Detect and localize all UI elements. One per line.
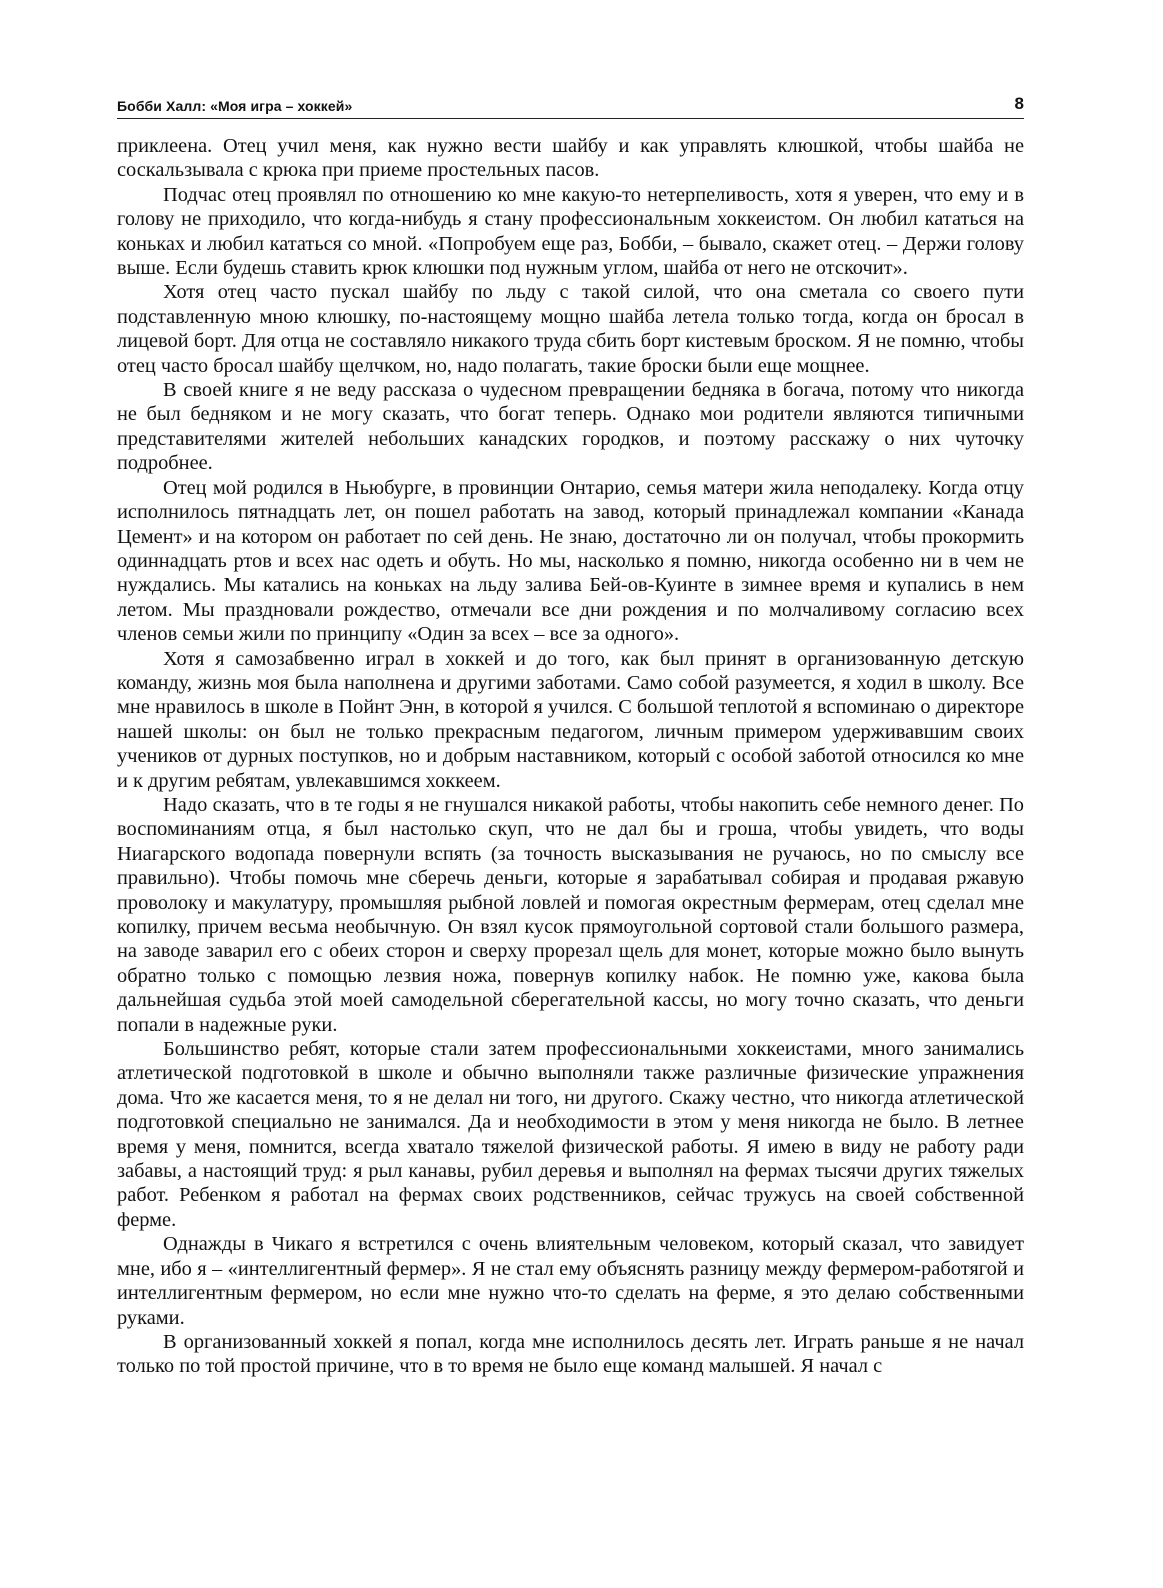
page-number: 8 [1014,94,1024,113]
paragraph-7: Надо сказать, что в те годы я не гнушался никакой работы, чтобы накопить себе немного денег. По воспоминаниям отца, я был настолько скуп, что не дал бы и гроша, чтобы увидеть, что воды Ниагарского водопада повернули вспять (за точность высказывания не ручаюсь, но по смыслу все правильно). Чтобы помочь мне сберечь деньги, которые я зарабатывал собирая и продавая ржавую проволоку и макулатуру, промышляя рыбной ловлей и помогая окрестным фермерам, отец сделал мне копилку, причем весьма необычную. Он взял кусок прямоугольной сортовой стали большого размера, на заводе заварил его с обеих сторон и сверху прорезал щель для монет, которые можно было вынуть обратно только с помощью лезвия ножа, повернув копилку набок. Не помню уже, какова была дальнейшая судьба этой моей самодельной сберегательной кассы, но могу точно сказать, что деньги попали в надежные руки. [117,793,1024,1036]
body-text [117,134,1024,1379]
paragraph-3: Хотя отец часто пускал шайбу по льду с такой силой, что она сметала со своего пути подставленную мною клюшку, по-настоящему мощно шайба летела только тогда, когда он бросал в лицевой борт. Для отца не составляло никакого труда сбить борт кистевым броском. Я не помню, чтобы отец часто бросал шайбу щелчком, но, надо полагать, такие броски были еще мощнее. [117,281,1024,377]
paragraph-9: Однажды в Чикаго я встретился с очень влиятельным человеком, который сказал, что завидует мне, ибо я – «интеллигентный фермер». Я не стал ему объяснять разницу между фермером-работягой и интеллигентным фермером, но если мне нужно что-то сделать на ферме, я это делаю собственными руками. [117,1233,1024,1329]
paragraph-8: Большинство ребят, которые стали затем профессиональными хоккеистами, много занимались атлетической подготовкой в школе и обычно выполняли также различные физические упражнения дома. Что же касается меня, то я не делал ни того, ни другого. Скажу честно, что никогда атлетической подготовкой специально не занимался. Да и необходимости в этом у меня никогда не было. В летнее время у меня, помнится, всегда хватало тяжелой физической работы. Я имею в виду не работу ради забавы, а настоящий труд: я рыл канавы, рубил деревья и выполнял на фермах тысячи других тяжелых работ. Ребенком я работал на фермах своих родственников, сейчас тружусь на своей собственной ферме. [117,1038,1024,1231]
paragraph-10: В организованный хоккей я попал, когда мне исполнилось десять лет. Играть раньше я не начал только по той простой причине, что в то время не было еще команд малышей. Я начал с [117,1330,1024,1378]
paragraph-6: Хотя я самозабвенно играл в хоккей и до того, как был принят в организованную детскую команду, жизнь моя была наполнена и другими заботами. Само собой разумеется, я ходил в школу. Все мне нравилось в школе в Пойнт Энн, в которой я учился. С большой теплотой я вспоминаю о директоре нашей школы: он был не только прекрасным педагогом, личным примером удерживавшим своих учеников от дурных поступков, но и добрым наставником, который с особой заботой относился ко мне и к другим ребятам, увлекавшимся хоккеем. [117,647,1024,792]
paragraph-4: В своей книге я не веду рассказа о чудесном превращении бедняка в богача, потому что никогда не был бедняком и не могу сказать, что богат теперь. Однако мои родители являются типичными представителями жителей небольших канадских городков, и поэтому расскажу о них чуточку подробнее. [117,379,1024,475]
running-header [117,92,1024,119]
paragraph-2: Подчас отец проявлял по отношению ко мне какую-то нетерпеливость, хотя я уверен, что ему и в голову не приходило, что когда-нибудь я стану профессиональным хоккеистом. Он любил кататься на коньках и любил кататься со мной. «Попробуем еще раз, Бобби, – бывало, скажет отец. – Держи голову выше. Если будешь ставить крюк клюшки под нужным углом, шайба от него не отскочит». [117,183,1024,280]
paragraph-1: приклеена. Отец учил меня, как нужно вести шайбу и как управлять клюшкой, чтобы шайба не соскальзывала с крюка при приеме простельных пасов. [117,135,1024,182]
header-title: Бобби Халл: «Моя игра – хоккей» [117,98,353,114]
paragraph-5: Отец мой родился в Ньюбурге, в провинции Онтарио, семья матери жила неподалеку. Когда отцу исполнилось пятнадцать лет, он пошел работать на завод, который принадлежал компании «Канада Цемент» и на котором он работает по сей день. Не знаю, достаточно ли он получал, чтобы прокормить одиннадцать ртов и всех нас одеть и обуть. Но мы, насколько я помню, никогда особенно ни в чем не нуждались. Мы катались на коньках на льду залива Бей-ов-Куинте в зимнее время и купались в нем летом. Мы праздновали рождество, отмечали все дни рождения и по молчаливому согласию всех членов семьи жили по принципу «Один за всех – все за одного». [117,476,1024,646]
